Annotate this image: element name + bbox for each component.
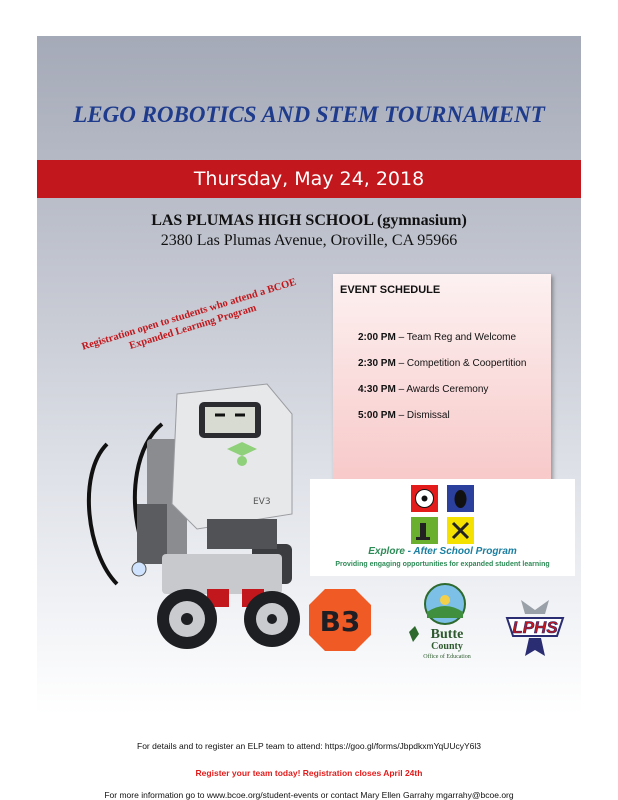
venue-name: LAS PLUMAS HIGH SCHOOL (gymnasium)	[151, 212, 467, 229]
footer-contact: For more information go to www.bcoe.org/student-events or contact Mary Ellen Garrahy mgarrahy@bcoe.org	[104, 790, 514, 800]
ev3-robot-image	[67, 354, 327, 654]
schedule-item	[358, 384, 548, 410]
explore-subtitle: Providing engaging opportunities for expanded student learning	[335, 561, 550, 568]
schedule-activity: – Competition & Coopertition	[395, 358, 527, 369]
b3-logo-text: B3	[319, 605, 361, 638]
event-title: LEGO ROBOTICS AND STEM TOURNAMENT	[73, 102, 545, 127]
explore-program-logo	[310, 479, 575, 576]
footer-register: Register your team today! Registration closes April 24th	[195, 768, 423, 778]
lphs-logo-text: LPHS	[512, 618, 558, 637]
schedule-activity: – Team Reg and Welcome	[395, 332, 517, 343]
lphs-logo	[501, 592, 569, 660]
poster-background	[37, 36, 581, 714]
schedule-time: 4:30 PM	[358, 384, 396, 395]
explore-title-rest: - After School Program	[404, 546, 517, 557]
event-date: Thursday, May 24, 2018	[193, 168, 425, 190]
footer-details: For details and to register an ELP team to attend: https://goo.gl/forms/JbpdkxmYqUUcyY6l3	[137, 741, 481, 751]
butte-county-office-logo	[401, 582, 489, 662]
butte-logo-line3: Office of Education	[423, 654, 471, 660]
schedule-list	[358, 332, 548, 436]
schedule-time: 5:00 PM	[358, 410, 396, 421]
schedule-item	[358, 410, 548, 436]
explore-title	[310, 546, 575, 557]
schedule-item	[358, 358, 548, 384]
butte-logo-line1: Butte	[430, 627, 464, 642]
robot-label: EV3	[253, 497, 271, 507]
venue-address: 2380 Las Plumas Avenue, Oroville, CA 95966	[160, 232, 458, 249]
event-schedule-box	[333, 274, 551, 496]
schedule-activity: – Awards Ceremony	[395, 384, 489, 395]
explore-title-lead: Explore	[368, 546, 405, 557]
schedule-time: 2:00 PM	[358, 332, 396, 343]
butte-logo-line2: County	[431, 641, 463, 652]
schedule-activity: – Dismissal	[395, 410, 450, 421]
schedule-time: 2:30 PM	[358, 358, 396, 369]
registration-note: Registration open to students who attend a BCOE Expanded Learning Program	[80, 276, 298, 353]
date-banner	[37, 160, 581, 198]
schedule-item	[358, 332, 548, 358]
schedule-heading: EVENT SCHEDULE	[340, 284, 441, 296]
b3-logo	[309, 589, 371, 651]
explore-icons	[310, 479, 575, 545]
